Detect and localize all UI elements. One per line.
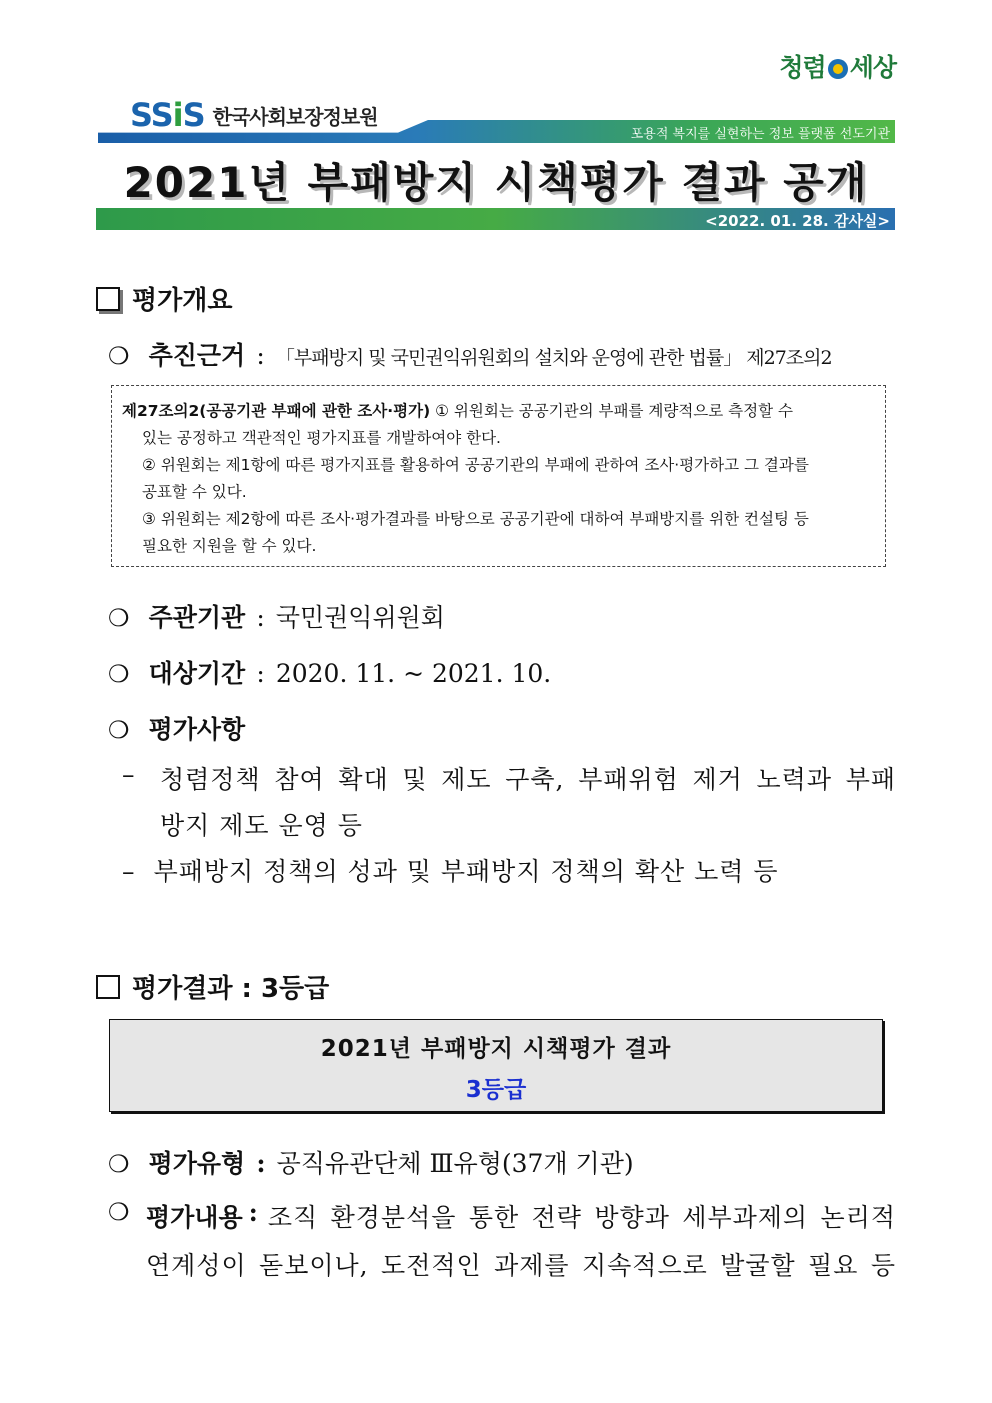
- item-2: – 부패방지 정책의 성과 및 부패방지 정책의 확산 노력 등: [122, 857, 779, 886]
- law-article-heading: 제27조의2(공공기관 부패에 관한 조사·평가): [122, 402, 431, 420]
- period-row: ❍ 대상기간 : 2020. 11. ~ 2021. 10.: [108, 659, 552, 688]
- circle-bullet-icon: ❍: [108, 660, 130, 688]
- content-value-line2: 연계성이 돋보이나, 도전적인 과제를 지속적으로 발굴할 필요 등: [146, 1251, 896, 1280]
- content-value-line1: 조직 환경분석을 통한 전략 방향과 세부과제의 논리적: [267, 1203, 896, 1232]
- result-grade: 3등급: [465, 1077, 527, 1103]
- result-box-title: 2021년 부패방지 시책평가 결과: [320, 1036, 672, 1062]
- period-value: 2020. 11. ~ 2021. 10.: [275, 659, 552, 688]
- type-value: 공직유관단체 Ⅲ유형(37개 기관): [276, 1149, 634, 1178]
- dash-bullet: –: [122, 760, 135, 789]
- basis-row: ❍ 추진근거 : 「부패방지 및 국민권익위원회의 설치와 운영에 관한 법률」 제27조의2: [108, 341, 832, 370]
- page-title: 2021년 부패방지 시책평가 결과 공개: [123, 158, 869, 207]
- items-label: 평가사항: [148, 715, 246, 744]
- section-result-heading: [96, 968, 329, 1005]
- circle-bullet-icon: ❍: [108, 1198, 130, 1226]
- items-row: [108, 710, 245, 746]
- period-label: 대상기간: [148, 659, 246, 688]
- slogan-left: 청렴: [779, 53, 826, 82]
- section-overview-heading: [96, 280, 232, 317]
- circle-bullet-icon: ❍: [108, 604, 130, 632]
- dash-bullet: –: [122, 857, 135, 886]
- section-title: 평가개요: [132, 286, 233, 316]
- type-label: 평가유형: [148, 1149, 246, 1178]
- circle-bullet-icon: ❍: [108, 1150, 130, 1178]
- agency-row: ❍ 주관기관 : 국민권익위원회: [108, 603, 445, 632]
- checkbox-square-icon: [96, 287, 120, 311]
- org-logo: [130, 96, 378, 134]
- basis-label: 추진근거: [148, 341, 246, 370]
- org-name: 한국사회보장정보원: [212, 104, 378, 129]
- agency-value: 국민권익위원회: [275, 603, 445, 632]
- org-tagline: 포용적 복지를 실현하는 정보 플랫폼 선도기관: [630, 127, 890, 142]
- agency-label: 주관기관: [148, 603, 246, 632]
- law-article-box: 제27조의2(공공기관 부패에 관한 조사·평가) ① 위원회는 공공기관의 부패를 계량적으로 측정할 수 있는 공정하고 객관적인 평가지표를 개발하여야 한다. ② 위원회는 제1항에 따른 평가지표를 활용하여 공공기관의 부패에 관하여 조사·평가하고 그 결과를 공표할 수 있다. ③ 위원회는 제2항에 따른 조사·평가결과를 바탕으로 공공기관에 대하여 부패방지를 위한 컨설팅 등 필요한 지원을 할 수 있다.: [111, 385, 886, 567]
- result-summary-box: [109, 1019, 883, 1112]
- circle-bullet-icon: ❍: [108, 716, 130, 744]
- section-title: 평가결과 : 3등급: [132, 974, 330, 1004]
- content-label: 평가내용: [146, 1203, 243, 1232]
- slogan-logo: [779, 48, 896, 84]
- date-department: <2022. 01. 28. 감사실>: [705, 212, 890, 230]
- slogan-right: 세상: [849, 53, 896, 82]
- korea-emblem-icon: [828, 59, 848, 79]
- checkbox-square-icon: [96, 975, 120, 999]
- circle-bullet-icon: ❍: [108, 342, 130, 370]
- type-row: ❍ 평가유형 : 공직유관단체 Ⅲ유형(37개 기관): [108, 1149, 634, 1178]
- ssis-logo-mark: SSiS: [130, 96, 205, 134]
- basis-value: 「부패방지 및 국민권익위원회의 설치와 운영에 관한 법률」 제27조의2: [275, 347, 832, 369]
